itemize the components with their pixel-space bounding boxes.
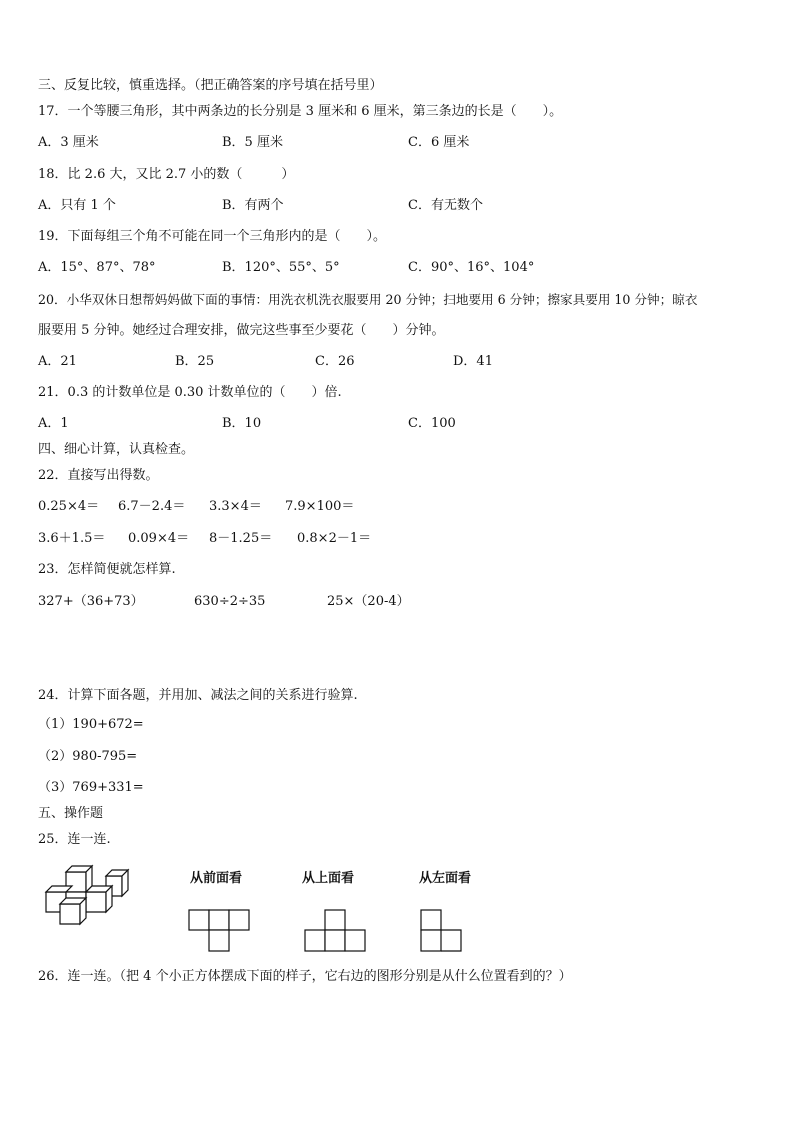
caption-front-view: 从前面看 (190, 871, 243, 886)
verify-item: （3）769+331= (38, 780, 144, 795)
calc-item: 3.3×4＝ (209, 499, 262, 514)
calc-item: 8－1.25＝ (209, 531, 273, 546)
q17-option-a: A．3 厘米 (38, 135, 99, 150)
q21-option-b: B．10 (222, 416, 262, 431)
top-view-figure (304, 909, 366, 953)
question-24: 24．计算下面各题，并用加、减法之间的关系进行验算. (38, 688, 358, 703)
calc-item: 6.7－2.4＝ (118, 499, 186, 514)
section-3-title: 三、反复比较，慎重选择。（把正确答案的序号填在括号里） (38, 78, 383, 93)
question-20-line-1: 20．小华双休日想帮妈妈做下面的事情：用洗衣机洗衣服要用 20 分钟；扫地要用 6 分钟；擦家具要用 10 分钟；晾衣 (38, 292, 698, 307)
question-26: 26．连一连。（把 4 个小正方体摆成下面的样子，它右边的图形分别是从什么位置看到的？） (38, 969, 572, 984)
question-25: 25．连一连. (38, 832, 111, 847)
q20-option-d: D．41 (453, 354, 493, 369)
calc-item: 0.25×4＝ (38, 499, 100, 514)
question-21: 21．0.3 的计数单位是 0.30 计数单位的（ ）倍. (38, 385, 342, 400)
q17-option-b: B．5 厘米 (222, 135, 283, 150)
simplify-item: 327+（36+73） (38, 594, 144, 609)
simplify-item: 630÷2÷35 (194, 594, 266, 609)
q20-option-c: C．26 (315, 354, 355, 369)
q20-option-a: A．21 (38, 354, 77, 369)
q18-option-b: B．有两个 (222, 198, 284, 213)
question-22: 22．直接写出得数。 (38, 468, 159, 483)
q20-option-b: B．25 (175, 354, 215, 369)
cube-stack-figure (40, 862, 132, 934)
q21-option-c: C．100 (408, 416, 456, 431)
q21-option-a: A．1 (38, 416, 69, 431)
simplify-item: 25×（20-4） (327, 594, 410, 609)
caption-left-view: 从左面看 (419, 871, 472, 886)
question-18: 18．比 2.6 大，又比 2.7 小的数（ ） (38, 167, 295, 182)
section-5-title: 五、操作题 (38, 806, 104, 821)
question-23: 23．怎样简便就怎样算. (38, 562, 176, 577)
section-4-title: 四、细心计算，认真检查。 (38, 442, 195, 457)
calc-item: 0.8×2－1＝ (297, 531, 372, 546)
q19-option-b: B．120°、55°、5° (222, 260, 340, 275)
q19-option-a: A．15°、87°、78° (38, 260, 156, 275)
caption-top-view: 从上面看 (302, 871, 355, 886)
calc-item: 7.9×100＝ (285, 499, 355, 514)
calc-item: 0.09×4＝ (128, 531, 190, 546)
question-19: 19．下面每组三个角不可能在同一个三角形内的是（ ）。 (38, 229, 387, 244)
q17-option-c: C．6 厘米 (408, 135, 470, 150)
q18-option-a: A．只有 1 个 (38, 198, 116, 213)
question-20-line-2: 服要用 5 分钟。她经过合理安排，做完这些事至少要花（ ）分钟。 (38, 323, 445, 338)
q19-option-c: C．90°、16°、104° (408, 260, 535, 275)
left-view-figure (420, 909, 464, 953)
verify-item: （1）190+672= (38, 717, 144, 732)
question-17: 17．一个等腰三角形，其中两条边的长分别是 3 厘米和 6 厘米，第三条边的长是（ ）。 (38, 104, 563, 119)
verify-item: （2）980-795= (38, 749, 138, 764)
calc-item: 3.6＋1.5＝ (38, 531, 106, 546)
front-view-figure (188, 909, 250, 953)
q18-option-c: C．有无数个 (408, 198, 483, 213)
